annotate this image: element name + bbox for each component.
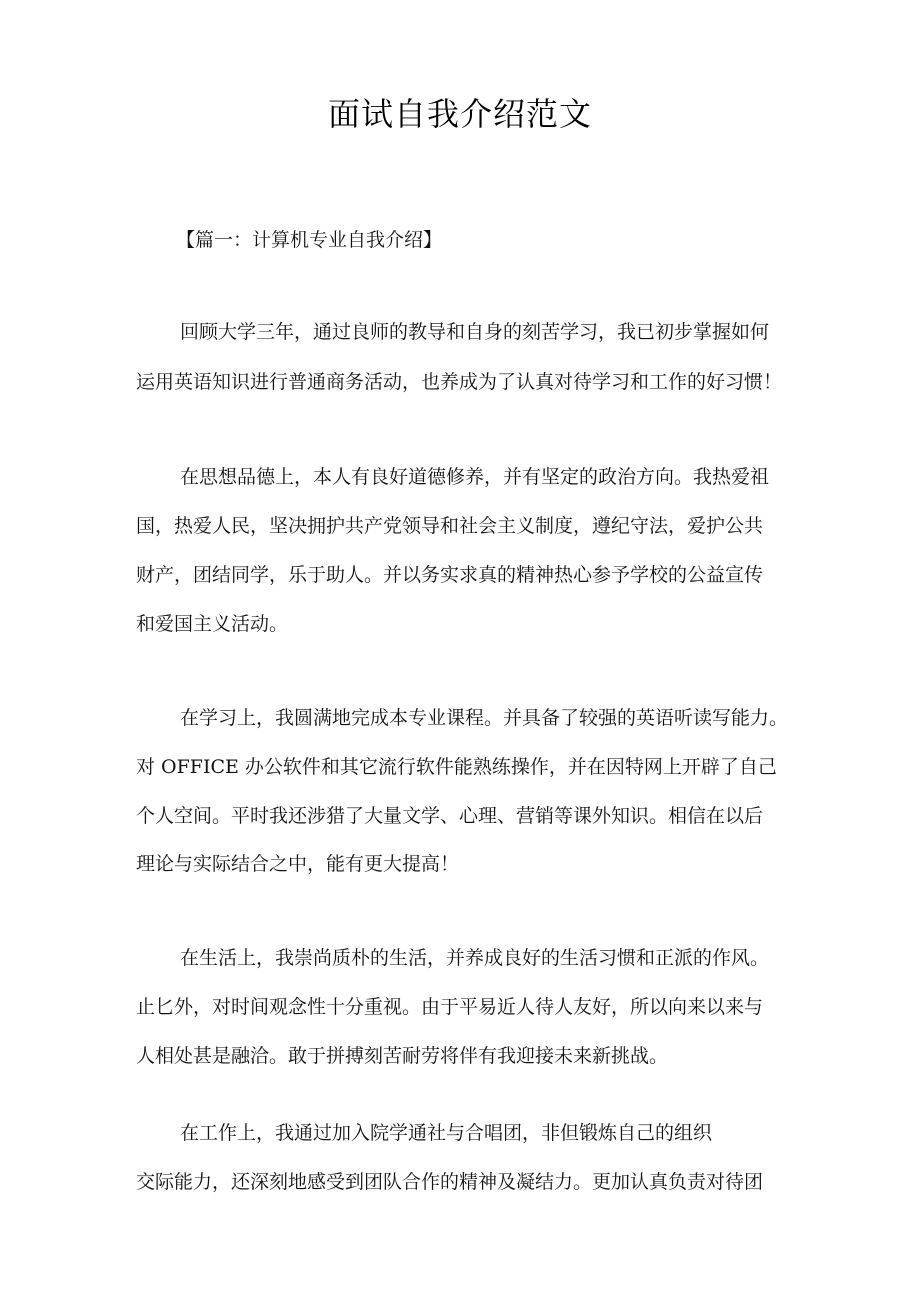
paragraph-line: 在思想品德上，本人有良好道德修养，并有坚定的政治方向。我热爱祖	[180, 466, 770, 488]
paragraph-line: 国，热爱人民，坚决拥护共产党领导和社会主义制度，遵纪守法，爱护公共	[136, 515, 764, 537]
paragraph-line: 个人空间。平时我还涉猎了大量文学、心理、营销等课外知识。相信在以后	[136, 805, 764, 827]
paragraph-line: 对 OFFICE 办公软件和其它流行软件能熟练操作，并在因特网上开辟了自己	[136, 756, 777, 778]
page-title: 面试自我介绍范文	[327, 95, 592, 133]
paragraph-line: 理论与实际结合之中，能有更大提高！	[136, 853, 460, 875]
paragraph-line: 财产，团结同学，乐于助人。并以务实求真的精神热心参予学校的公益宣传	[136, 564, 764, 586]
paragraph-line: 在生活上，我崇尚质朴的生活，并养成良好的生活习惯和正派的作风。	[180, 947, 770, 969]
paragraph-line: 运用英语知识进行普通商务活动，也养成为了认真对待学习和工作的好习惯！	[136, 371, 783, 393]
paragraph-line: 人相处甚是融洽。敢于拼搏刻苦耐劳将伴有我迎接未来新挑战。	[136, 1045, 669, 1067]
paragraph-line: 在工作上，我通过加入院学通社与合唱团，非但锻炼自己的组织	[180, 1122, 713, 1144]
paragraph-line: 止匕外，对时间观念性十分重视。由于平易近人待人友好，所以向来以来与	[136, 996, 764, 1018]
paragraph-line: 和爱国主义活动。	[136, 613, 289, 635]
paragraph-line: 在学习上，我圆满地完成本专业课程。并具备了较强的英语听读写能力。	[180, 707, 789, 729]
paragraph-line: 交际能力，还深刻地感受到团队合作的精神及凝结力。更加认真负责对待团	[136, 1171, 764, 1193]
paragraph-line: 回顾大学三年，通过良师的教导和自身的刻苦学习，我已初步掌握如何	[180, 321, 770, 343]
section-heading: 【篇一：计算机专业自我介绍】	[176, 229, 443, 251]
